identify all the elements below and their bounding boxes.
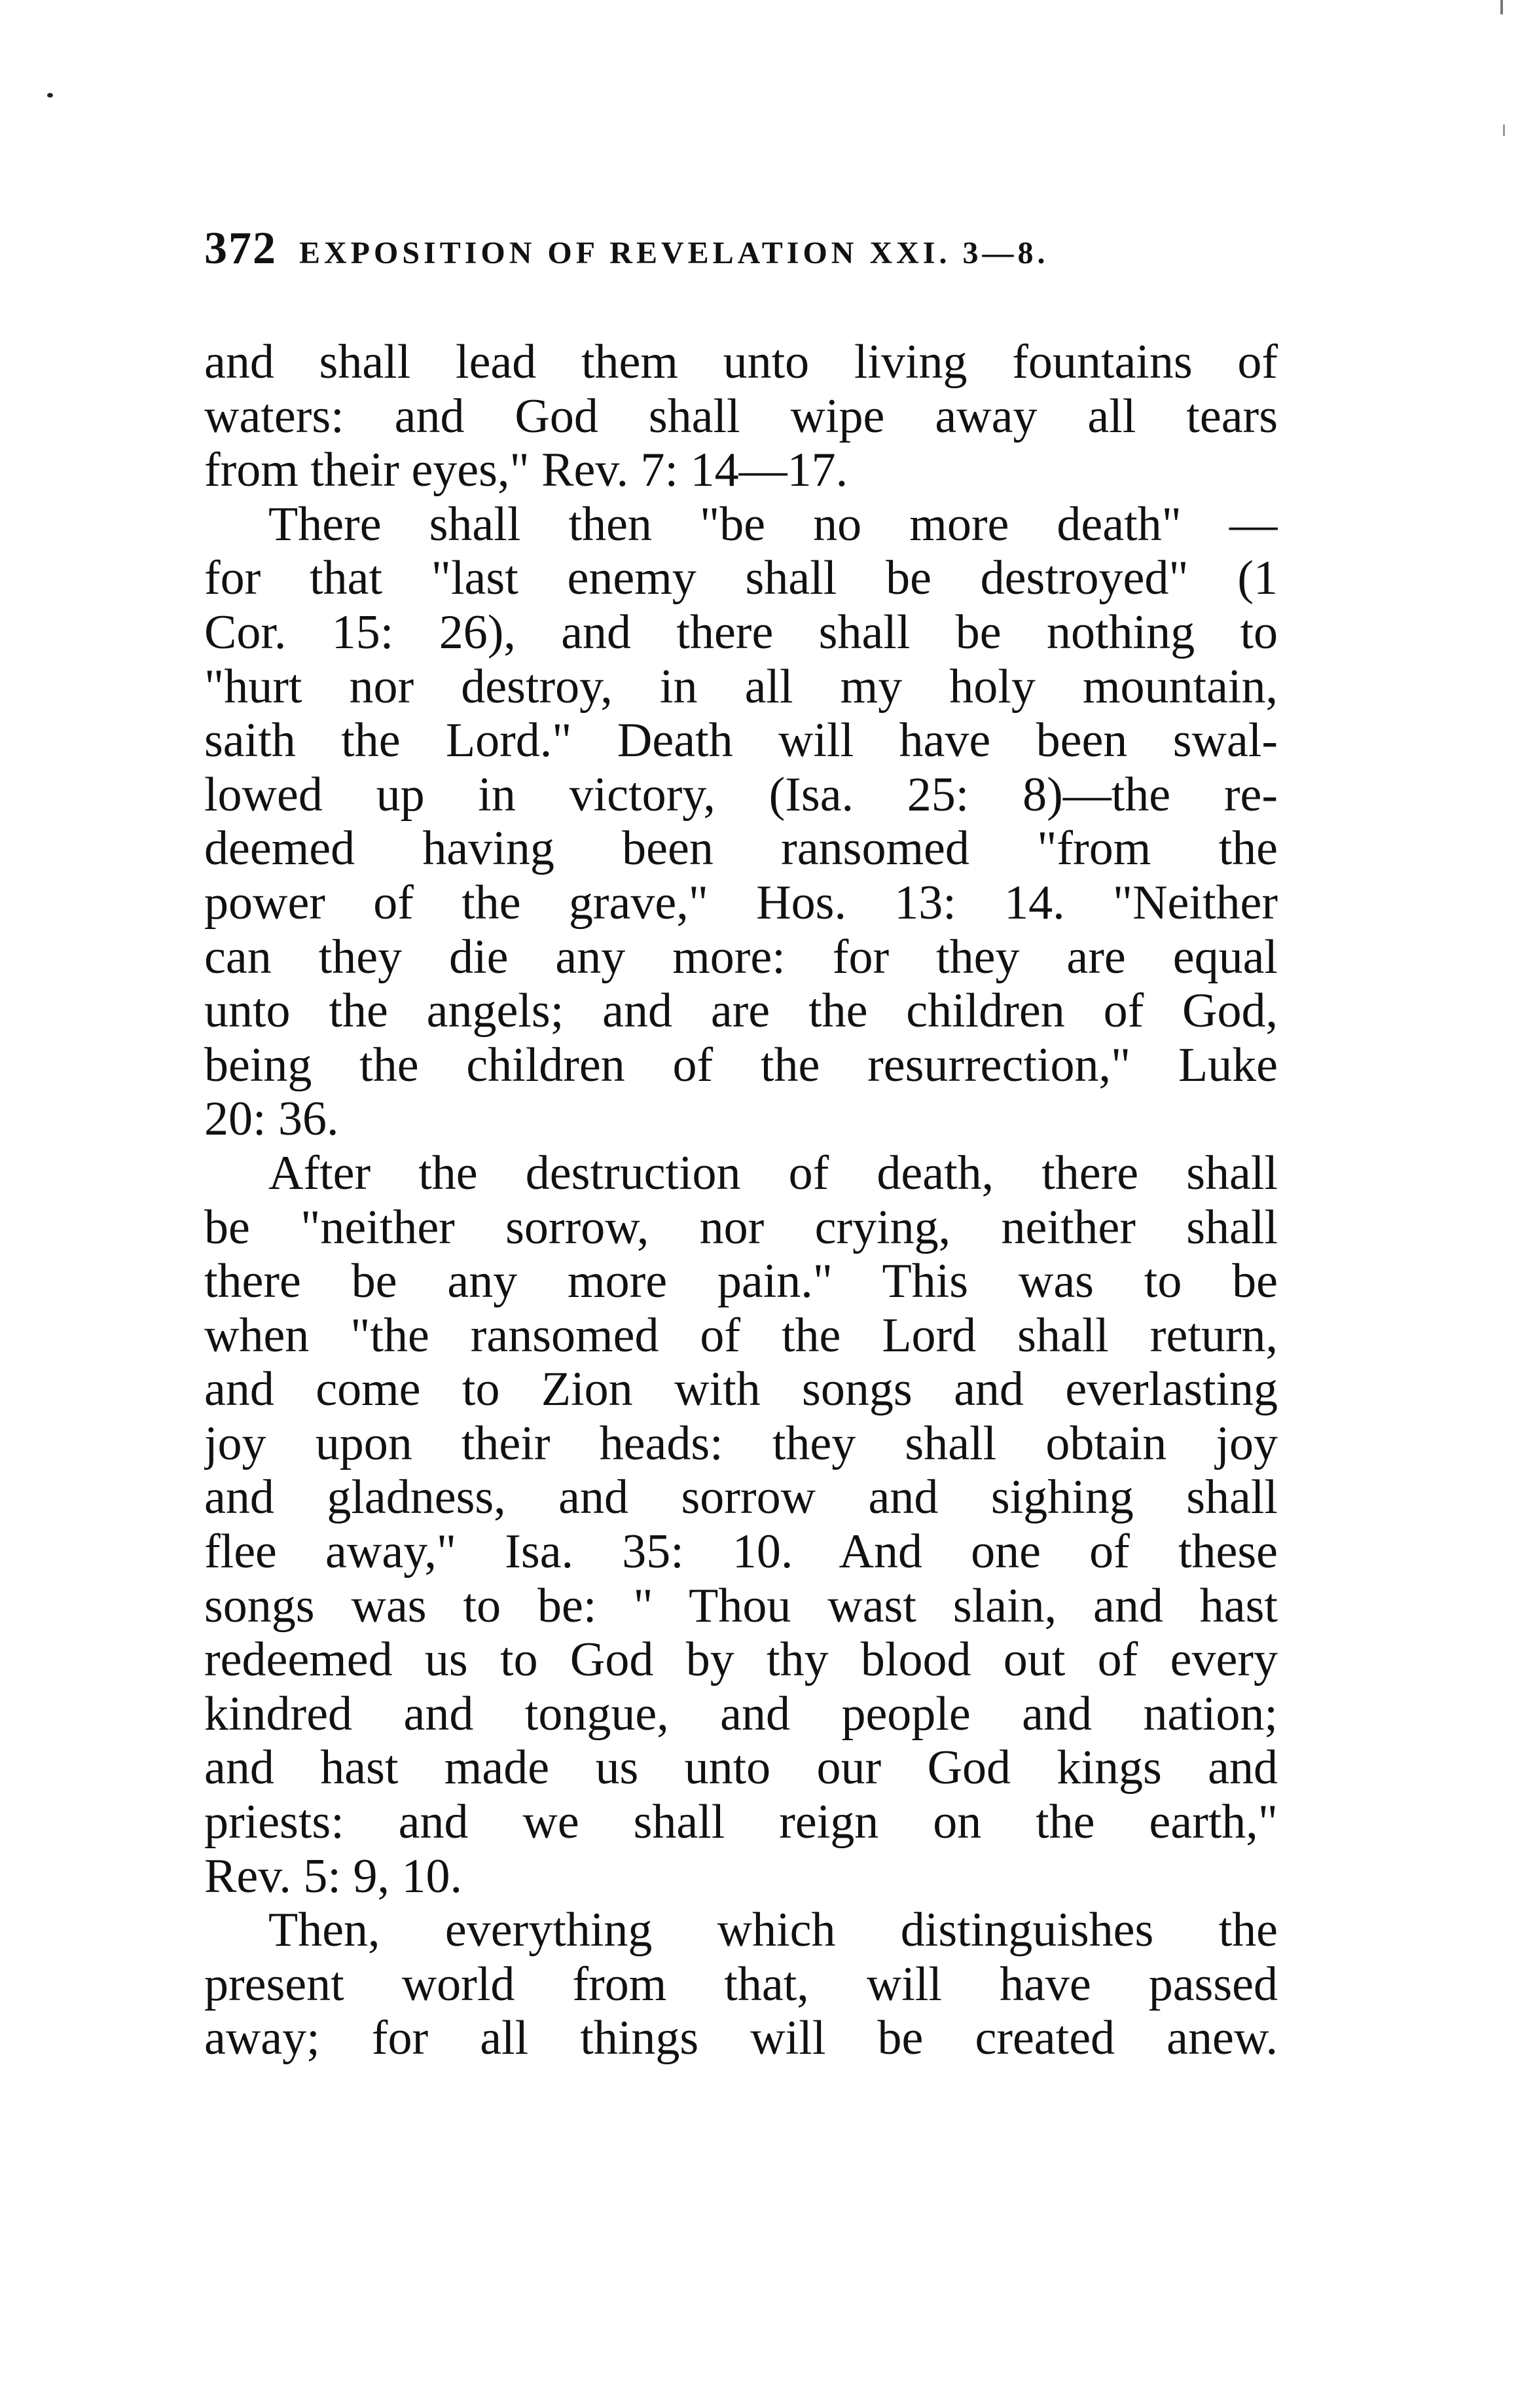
text-line: flee away," Isa. 35: 10. And one of these [204,1525,1278,1579]
scan-mark [1500,0,1503,14]
text-line: away; for all things will be created anew. [204,2011,1278,2066]
page-number: 372 [204,223,277,274]
text-line: redeemed us to God by thy blood out of every [204,1633,1278,1687]
text-line: waters: and God shall wipe away all tears [204,389,1278,443]
ink-speck [47,93,53,98]
text-line: there be any more pain." This was to be [204,1254,1278,1309]
body-text [204,335,1278,2066]
text-line: for that "last enemy shall be destroyed" (1 [204,551,1278,606]
text-line: After the destruction of death, there shall [268,1146,1278,1200]
text-line: and shall lead them unto living fountains of [204,335,1278,389]
text-line: songs was to be: " Thou wast slain, and hast [204,1578,1278,1633]
text-line: joy upon their heads: they shall obtain joy [204,1416,1278,1470]
text-line: power of the grave," Hos. 13: 14. "Neither [204,875,1278,930]
text-line: priests: and we shall reign on the earth," [204,1795,1278,1850]
text-line: lowed up in victory, (Isa. 25: 8)—the re- [204,767,1278,822]
text-line: when "the ransomed of the Lord shall return, [204,1308,1278,1362]
text-line: being the children of the resurrection," Luke [204,1038,1278,1092]
text-line: present world from that, will have passed [204,1957,1278,2011]
text-line: be "neither sorrow, nor crying, neither shall [204,1200,1278,1254]
text-line: Rev. 5: 9, 10. [204,1849,462,1903]
text-line: kindred and tongue, and people and nation; [204,1687,1278,1741]
text-line: "hurt nor destroy, in all my holy mountain, [204,659,1278,714]
page-header [204,223,1291,288]
text-line: There shall then "be no more death" — [268,497,1278,551]
text-line: unto the angels; and are the children of God, [204,984,1278,1038]
text-line: can they die any more: for they are equal [204,930,1278,984]
running-head: EXPOSITION OF REVELATION XXI. 3—8. [299,236,1049,270]
text-line: deemed having been ransomed "from the [204,822,1278,876]
text-line: saith the Lord." Death will have been swal- [204,714,1278,768]
text-line: and gladness, and sorrow and sighing shall [204,1470,1278,1525]
text-line: from their eyes," Rev. 7: 14—17. [204,443,848,498]
text-line: Then, everything which distinguishes the [268,1903,1278,1958]
text-line: 20: 36. [204,1092,339,1146]
text-line: Cor. 15: 26), and there shall be nothing to [204,605,1278,659]
text-line: and hast made us unto our God kings and [204,1741,1278,1795]
scan-mark [1503,124,1505,136]
text-line: and come to Zion with songs and everlasting [204,1362,1278,1417]
